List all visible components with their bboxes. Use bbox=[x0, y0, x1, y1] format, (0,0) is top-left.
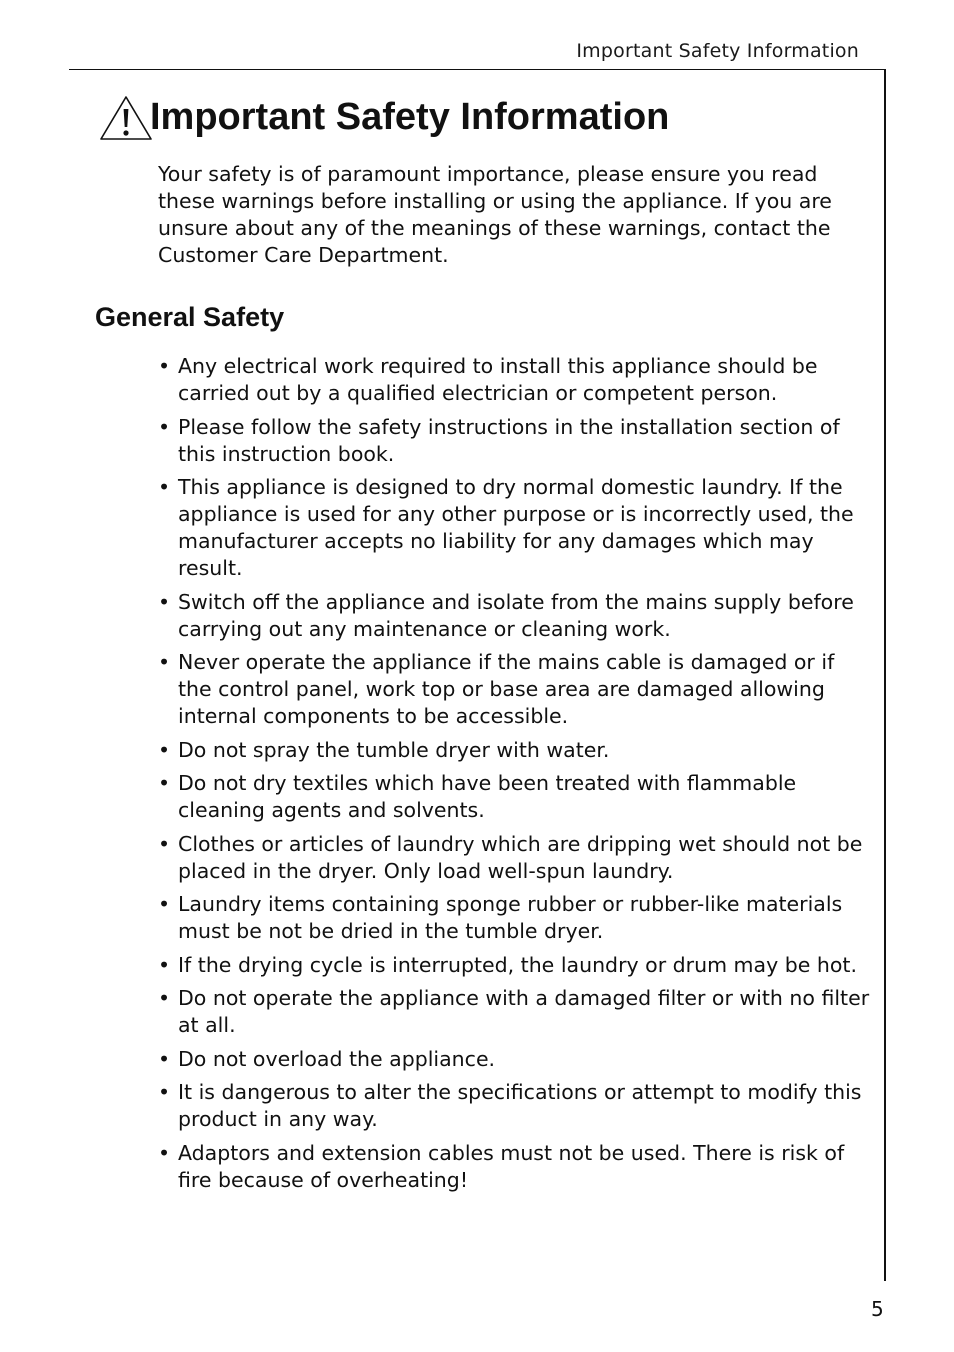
bullet-glyph: • bbox=[158, 737, 171, 762]
list-item bbox=[158, 414, 870, 468]
list-item-text: If the drying cycle is interrupted, the laundry or drum may be hot. bbox=[178, 952, 857, 977]
general-safety-list bbox=[158, 353, 870, 1200]
bullet-glyph: • bbox=[158, 354, 171, 378]
list-item bbox=[158, 985, 870, 1039]
list-item bbox=[158, 952, 870, 979]
margin-rule bbox=[884, 69, 886, 1281]
header-rule bbox=[69, 69, 886, 70]
list-item-text: Do not spray the tumble dryer with water. bbox=[178, 737, 610, 762]
bullet-glyph: • bbox=[158, 650, 171, 674]
bullet-glyph: • bbox=[158, 952, 171, 977]
list-item-text: Switch off the appliance and isolate from the mains supply before carrying out any maintenance or cleaning work. bbox=[178, 589, 854, 641]
list-item bbox=[158, 474, 870, 582]
intro-paragraph: Your safety is of paramount importance, please ensure you read these warnings before installing or using the appliance. If you are unsure about any of the meanings of these warnings, contact the Customer Care Department. bbox=[158, 162, 832, 267]
bullet-glyph: • bbox=[158, 1046, 171, 1071]
page-title: Important Safety Information bbox=[150, 95, 670, 138]
bullet-glyph: • bbox=[158, 986, 171, 1010]
list-item-text: Adaptors and extension cables must not be used. There is risk of fire because of overheating! bbox=[178, 1140, 845, 1192]
bullet-glyph: • bbox=[158, 414, 171, 439]
list-item bbox=[158, 589, 870, 643]
list-item bbox=[158, 1046, 870, 1073]
list-item bbox=[158, 831, 870, 885]
list-item-text: Clothes or articles of laundry which are dripping wet should not be placed in the dryer. Only load well-spun laundry. bbox=[178, 831, 863, 883]
list-item-text: Never operate the appliance if the mains cable is damaged or if the control panel, work top or base area are damaged allowing internal components to be accessible. bbox=[178, 650, 835, 728]
list-item bbox=[158, 353, 870, 407]
list-item-text: Any electrical work required to install this appliance should be carried out by a qualified electrician or competent person. bbox=[178, 354, 818, 405]
bullet-glyph: • bbox=[158, 589, 171, 614]
list-item bbox=[158, 737, 870, 764]
list-item-text: Laundry items containing sponge rubber or rubber-like materials must be not be dried in the tumble dryer. bbox=[178, 892, 843, 943]
list-item bbox=[158, 770, 870, 824]
list-item bbox=[158, 1140, 870, 1194]
bullet-glyph: • bbox=[158, 1080, 171, 1104]
list-item-text: It is dangerous to alter the specifications or attempt to modify this product in any way. bbox=[178, 1080, 862, 1131]
section-heading-general-safety: General Safety bbox=[95, 302, 285, 332]
warning-triangle-icon bbox=[98, 94, 154, 142]
page-number: 5 bbox=[871, 1297, 884, 1321]
list-item bbox=[158, 1079, 870, 1133]
list-item bbox=[158, 649, 870, 730]
title-row bbox=[98, 92, 669, 142]
bullet-glyph: • bbox=[158, 1140, 171, 1165]
bullet-glyph: • bbox=[158, 831, 171, 856]
bullet-glyph: • bbox=[158, 892, 171, 916]
list-item-text: Please follow the safety instructions in the installation section of this instruction book. bbox=[178, 414, 840, 466]
bullet-glyph: • bbox=[158, 771, 171, 795]
list-item-text: Do not operate the appliance with a damaged filter or with no filter at all. bbox=[178, 986, 870, 1037]
list-item bbox=[158, 891, 870, 945]
bullet-glyph: • bbox=[158, 475, 171, 499]
list-item-text: Do not overload the appliance. bbox=[178, 1046, 496, 1071]
list-item-text: This appliance is designed to dry normal domestic laundry. If the appliance is used for any other purpose or is incorrectly used, the manufacturer accepts no liability for any damages which may result. bbox=[178, 475, 854, 580]
running-header: Important Safety Information bbox=[576, 40, 859, 62]
list-item-text: Do not dry textiles which have been treated with flammable cleaning agents and solvents. bbox=[178, 771, 797, 822]
